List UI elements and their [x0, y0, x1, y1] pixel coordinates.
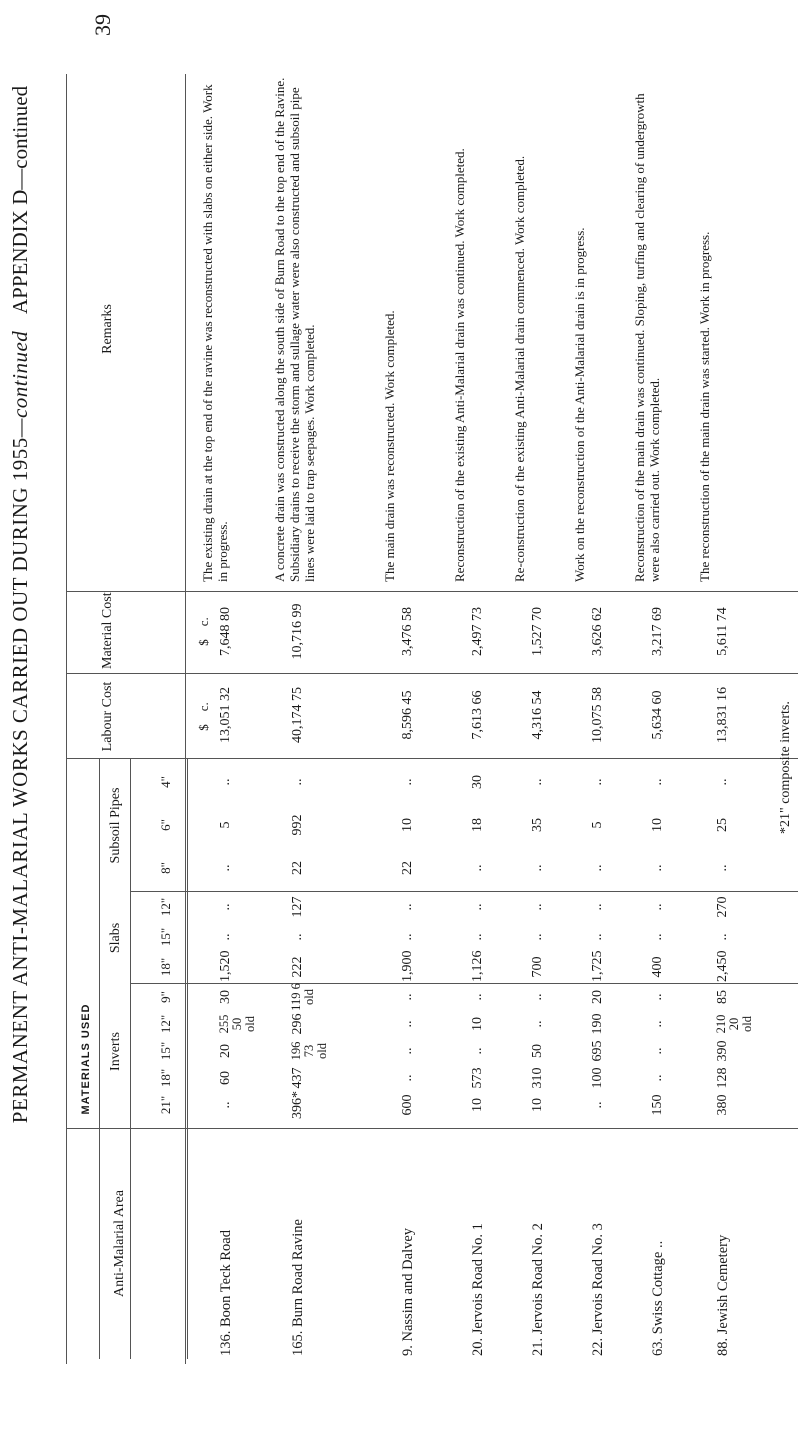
area-name: 63. Swiss Cottage .. [650, 1240, 666, 1356]
cell-pipe4: .. [590, 778, 605, 786]
cell-inv12: 210 20 old [714, 1014, 754, 1034]
cell-slab18: 222 [290, 956, 305, 978]
invert-size-18: 18" [158, 1068, 173, 1088]
cell-pipe4: .. [650, 778, 665, 786]
area-name: 88. Jewish Cemetery [715, 1234, 731, 1356]
page-number: 39 [90, 14, 115, 36]
cell-material: 3,217 69 [650, 607, 665, 656]
cell-inv9: 85 [715, 990, 730, 1004]
cell-slab12: 270 [715, 896, 730, 918]
cell-inv21: .. [590, 1101, 605, 1109]
cell-slab18: 1,725 [590, 950, 605, 982]
cell-labour: 5,634 60 [650, 690, 665, 740]
cell-labour: 8,596 45 [400, 690, 415, 740]
cell-inv9: 20 [590, 990, 605, 1004]
cell-pipe6: 25 [715, 818, 730, 832]
cell-material: 5,611 74 [715, 607, 730, 656]
cell-inv12: 296 [290, 1013, 305, 1035]
area-name: 165. Burn Road Ravine [290, 1219, 306, 1356]
cell-inv12: 190 [590, 1013, 605, 1035]
cell-slab15: .. [290, 933, 305, 941]
area-name: 22. Jervois Road No. 3 [590, 1223, 606, 1356]
cell-pipe8: .. [470, 864, 485, 872]
table-top-rule [66, 74, 67, 1364]
cell-inv15: 50 [530, 1044, 545, 1058]
cell-inv18: 310 [530, 1067, 545, 1089]
cell-pipe4: .. [290, 778, 305, 786]
cell-material: 10,716 99 [290, 603, 305, 660]
slab-size-12: 12" [158, 897, 173, 917]
material-cost-header: Material Cost [100, 592, 115, 669]
invert-size-9: 9" [158, 991, 173, 1003]
cell-inv9: .. [470, 993, 485, 1001]
cell-pipe6: 5 [218, 821, 233, 829]
cell-inv15: 196 73 old [289, 1041, 329, 1061]
cell-slab12: .. [650, 903, 665, 911]
cell-slab15: .. [590, 933, 605, 941]
cell-inv18: 60 [218, 1071, 233, 1085]
cell-inv12: .. [400, 1020, 415, 1028]
area-name: 9. Nassim and Dalvey [400, 1227, 416, 1356]
cell-inv21: 10 [470, 1098, 485, 1112]
cell-material: 7,648 80 [218, 607, 233, 656]
cell-pipe6: 10 [650, 818, 665, 832]
cell-slab12: .. [218, 903, 233, 911]
page-title: PERMANENT ANTI-MALARIAL WORKS CARRIED OUT DURING 1955—continued [8, 330, 32, 1124]
cell-pipe8: 22 [400, 861, 415, 875]
cell-material: 2,497 73 [470, 607, 485, 656]
remarks-text: The main drain was reconstructed. Work completed. [382, 310, 397, 582]
slab-size-18: 18" [158, 957, 173, 977]
cell-inv9: .. [650, 993, 665, 1001]
slabs-header: Slabs [108, 922, 123, 954]
cell-slab18: 700 [530, 956, 545, 978]
cell-slab18: 1,900 [400, 950, 415, 982]
cell-labour: 4,316 54 [530, 690, 545, 740]
cell-inv18: .. [400, 1074, 415, 1082]
materials-rule [99, 759, 100, 1359]
pipe-size-8: 8" [158, 862, 173, 874]
cell-inv15: .. [400, 1047, 415, 1055]
cell-slab15: .. [715, 933, 730, 941]
area-name: 21. Jervois Road No. 2 [530, 1223, 546, 1356]
cell-slab15: .. [470, 933, 485, 941]
cell-labour: 13,831 16 [715, 687, 730, 743]
cell-inv18: 437 [290, 1067, 305, 1089]
remarks-header: Remarks [100, 304, 115, 354]
remarks-text: A concrete drain was constructed along the south side of Burn Road to the top end of the Ravine. Subsidiary drains to receive the storm and sullage water were also constructed and subsoil pipe lines were laid to trap seepages. Work completed. [272, 77, 317, 582]
area-name: 20. Jervois Road No. 1 [470, 1223, 486, 1356]
cell-slab15: .. [400, 933, 415, 941]
cell-pipe4: .. [218, 778, 233, 786]
cell-pipe4: 30 [470, 775, 485, 789]
cell-inv15: 390 [715, 1040, 730, 1062]
invert-size-12: 12" [158, 1014, 173, 1034]
pipe-size-6: 6" [158, 819, 173, 831]
slab-size-15: 15" [158, 927, 173, 947]
cell-inv21: 396* [290, 1091, 305, 1119]
cell-pipe6: 18 [470, 818, 485, 832]
cell-labour: 10,075 58 [590, 687, 605, 743]
cell-pipe4: .. [715, 778, 730, 786]
cell-slab15: .. [530, 933, 545, 941]
cell-inv9: 30 [218, 990, 233, 1004]
remarks-text: Re-construction of the existing Anti-Malarial drain commenced. Work completed. [512, 155, 527, 582]
cell-pipe6: 10 [400, 818, 415, 832]
labour-end-rule [66, 673, 798, 674]
cell-pipe8: .. [218, 864, 233, 872]
footnote: *21" composite inverts. [778, 701, 793, 834]
appendix-label: APPENDIX D—continued [8, 85, 32, 314]
area-col-rule [66, 1128, 798, 1129]
cell-slab15: .. [650, 933, 665, 941]
cell-slab12: .. [400, 903, 415, 911]
cell-inv18: 128 [715, 1067, 730, 1089]
labour-cost-header: Labour Cost [100, 681, 115, 752]
cell-labour: 40,174 75 [290, 687, 305, 743]
cell-slab15: .. [218, 933, 233, 941]
subsoil-pipes-header: Subsoil Pipes [108, 787, 123, 864]
cell-inv9: 119 6 old [289, 983, 316, 1011]
material-currency: $ c. [196, 617, 211, 646]
area-name: 136. Boon Teck Road [218, 1230, 234, 1356]
labour-currency: $ c. [196, 702, 211, 731]
cell-slab12: 127 [290, 896, 305, 918]
cell-pipe4: .. [400, 778, 415, 786]
cell-inv18: .. [650, 1074, 665, 1082]
cell-slab12: .. [470, 903, 485, 911]
remarks-text: Reconstruction of the main drain was continued. Sloping, turfing and clearing of undergrowth were also carried out. Work completed. [632, 93, 662, 582]
cell-slab18: 1,126 [470, 950, 485, 982]
inverts-header: Inverts [108, 1032, 123, 1071]
cell-material: 1,527 70 [530, 607, 545, 656]
cell-pipe6: 5 [590, 821, 605, 829]
cell-inv21: .. [218, 1101, 233, 1109]
cell-pipe8: .. [590, 864, 605, 872]
pipe-size-4: 4" [158, 776, 173, 788]
cell-inv12: 10 [470, 1017, 485, 1031]
cell-inv15: 20 [218, 1044, 233, 1058]
cell-pipe8: 22 [290, 861, 305, 875]
cell-slab12: .. [530, 903, 545, 911]
group-rule [130, 759, 131, 1359]
remarks-text: The reconstruction of the main drain was started. Work in progress. [697, 231, 712, 582]
cell-material: 3,626 62 [590, 607, 605, 656]
cell-pipe6: 35 [530, 818, 545, 832]
cell-inv9: .. [530, 993, 545, 1001]
remarks-text: Work on the reconstruction of the Anti-Malarial drain is in progress. [572, 227, 587, 582]
cell-inv15: .. [470, 1047, 485, 1055]
invert-size-21: 21" [158, 1095, 173, 1115]
cell-labour: 13,051 32 [218, 687, 233, 743]
cell-pipe8: .. [715, 864, 730, 872]
cell-pipe6: 992 [290, 814, 305, 836]
cell-inv15: .. [650, 1047, 665, 1055]
header-bottom-rule [185, 74, 186, 1364]
cell-inv15: 695 [590, 1040, 605, 1062]
cell-inv21: 380 [715, 1094, 730, 1116]
cell-inv12: .. [650, 1020, 665, 1028]
cell-pipe8: .. [650, 864, 665, 872]
remarks-text: The existing drain at the top end of the ravine was reconstructed with slabs on either side. Work in progress. [200, 84, 230, 582]
materials-used-header: MATERIALS USED [80, 1003, 92, 1115]
cell-inv18: 100 [590, 1067, 605, 1089]
cell-slab18: 1,520 [218, 950, 233, 982]
cell-inv21: 150 [650, 1094, 665, 1116]
remarks-text: Reconstruction of the existing Anti-Malarial drain was continued. Work completed. [452, 148, 467, 582]
cell-labour: 7,613 66 [470, 690, 485, 740]
cell-slab12: .. [590, 903, 605, 911]
cell-slab18: 400 [650, 956, 665, 978]
cell-inv12: 255 50 old [217, 1014, 257, 1034]
cell-pipe8: .. [530, 864, 545, 872]
cell-slab18: 2,450 [715, 950, 730, 982]
area-header: Anti-Malarial Area [112, 1190, 127, 1297]
cell-material: 3,476 58 [400, 607, 415, 656]
cell-inv21: 600 [400, 1094, 415, 1116]
material-end-rule [66, 591, 798, 592]
invert-size-15: 15" [158, 1041, 173, 1061]
cell-inv21: 10 [530, 1098, 545, 1112]
cell-inv18: 573 [470, 1067, 485, 1089]
cell-pipe4: .. [530, 778, 545, 786]
cell-inv9: .. [400, 993, 415, 1001]
cell-inv12: .. [530, 1020, 545, 1028]
materials-end-rule [66, 758, 798, 759]
subhead-rule [187, 759, 188, 1359]
